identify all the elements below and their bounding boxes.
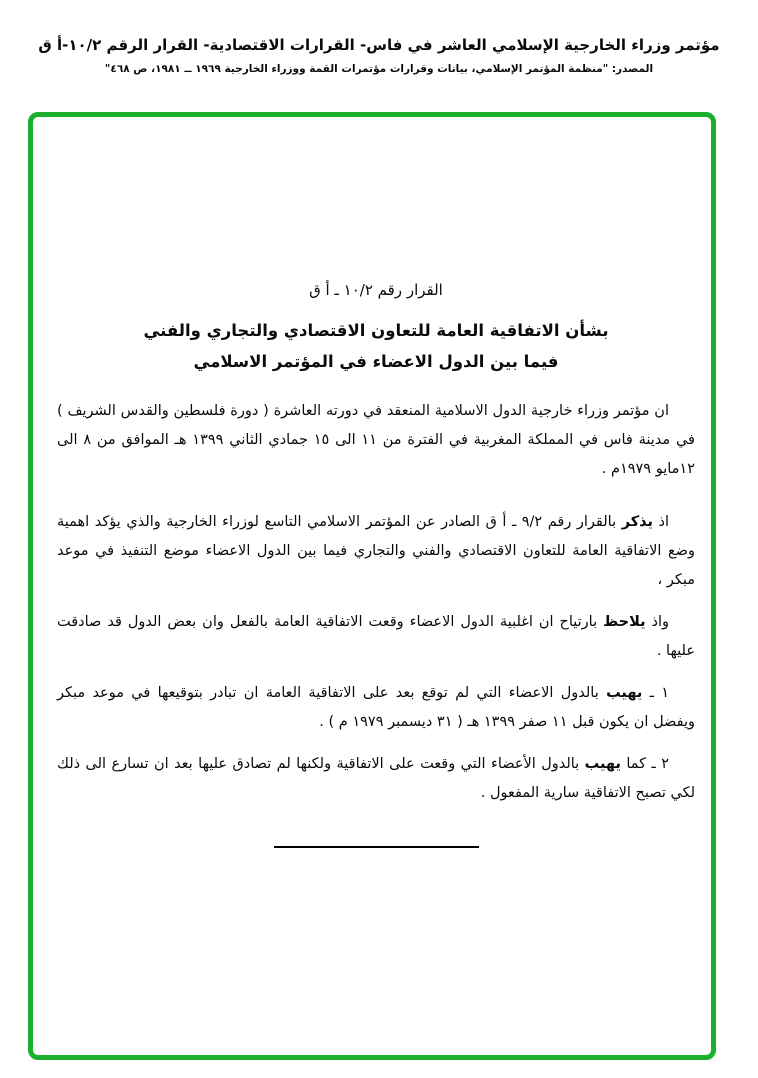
citation-header: مؤتمر وزراء الخارجية الإسلامي العاشر في فاس- القرارات الاقتصادية- القرار الرقم ١٠/٢-أ ق — [38, 36, 720, 54]
paragraph-text: بالقرار رقم ٩/٢ ـ أ ق الصادر عن المؤتمر الاسلامي التاسع لوزراء الخارجية والذي يؤكد اهمية وضع الاتفاقية العامة للتعاون الاقتصادي والفني والتجاري فيما بين الدول الاعضاء موضع التنفيذ في موعد مبكر ، — [57, 514, 695, 588]
document-header — [0, 36, 758, 75]
paragraph-bold-word: يذكر — [621, 514, 653, 530]
paragraph-bold-word: يهيب — [606, 685, 643, 701]
operative-item-1 — [57, 679, 695, 737]
document-frame — [28, 112, 716, 1060]
preamble-paragraph-session — [57, 397, 695, 484]
paragraph-text: ١ ـ — [642, 685, 669, 701]
preamble-paragraph-recalling — [57, 508, 695, 595]
end-divider — [274, 846, 479, 848]
resolution-title — [57, 315, 695, 377]
paragraph-bold-word: يهيب — [584, 756, 621, 772]
operative-item-2 — [57, 750, 695, 808]
paragraph-bold-word: يلاحظ — [603, 614, 646, 630]
paragraph-text: بالدول الاعضاء التي لم توقع بعد على الاتفاقية العامة ان تبادر بتوقيعها في موعد مبكر ويفضل ان يكون قبل ١١ صفر ١٣٩٩ هـ ( ٣١ ديسمبر ١٩٧٩ م ) . — [57, 685, 695, 730]
document-body — [33, 117, 711, 848]
source-line: المصدر: "منظمة المؤتمر الإسلامي، بيانات وقرارات مؤتمرات القمة ووزراء الخارجية ١٩٦٩ ــ ١٩٨١، ص ٤٦٨" — [104, 63, 654, 75]
resolution-title-line-2: فيما بين الدول الاعضاء في المؤتمر الاسلامي — [193, 352, 559, 371]
paragraph-text: بالدول الأعضاء التي وقعت على الاتفاقية ولكنها لم تصادق عليها بعد ان تسارع الى ذلك لكي تصبح الاتفاقية سارية المفعول . — [57, 756, 695, 801]
paragraph-text: اذ — [652, 514, 669, 530]
resolution-title-line-1: بشأن الاتفاقية العامة للتعاون الاقتصادي والتجاري والفني — [143, 321, 609, 340]
resolution-number-line: القرار رقم ١٠/٢ ـ أ ق — [309, 281, 443, 299]
paragraph-text: بارتياح ان اغلبية الدول الاعضاء وقعت الاتفاقية العامة بالفعل وان بعض الدول قد صادقت عليها . — [57, 614, 695, 659]
paragraph-text: ان مؤتمر وزراء خارجية الدول الاسلامية المنعقد في دورته العاشرة ( دورة فلسطين والقدس الشريف ) في مدينة فاس في المملكة المغربية في الفترة من ١١ الى ١٥ جمادي الثاني ١٣٩٩ هـ الموافق من ٨ الى ١٢مايو ١٩٧٩م . — [57, 403, 695, 477]
paragraph-text: ٢ ـ كما — [620, 756, 669, 772]
preamble-paragraph-noting — [57, 608, 695, 666]
paragraph-text: واذ — [645, 614, 669, 630]
